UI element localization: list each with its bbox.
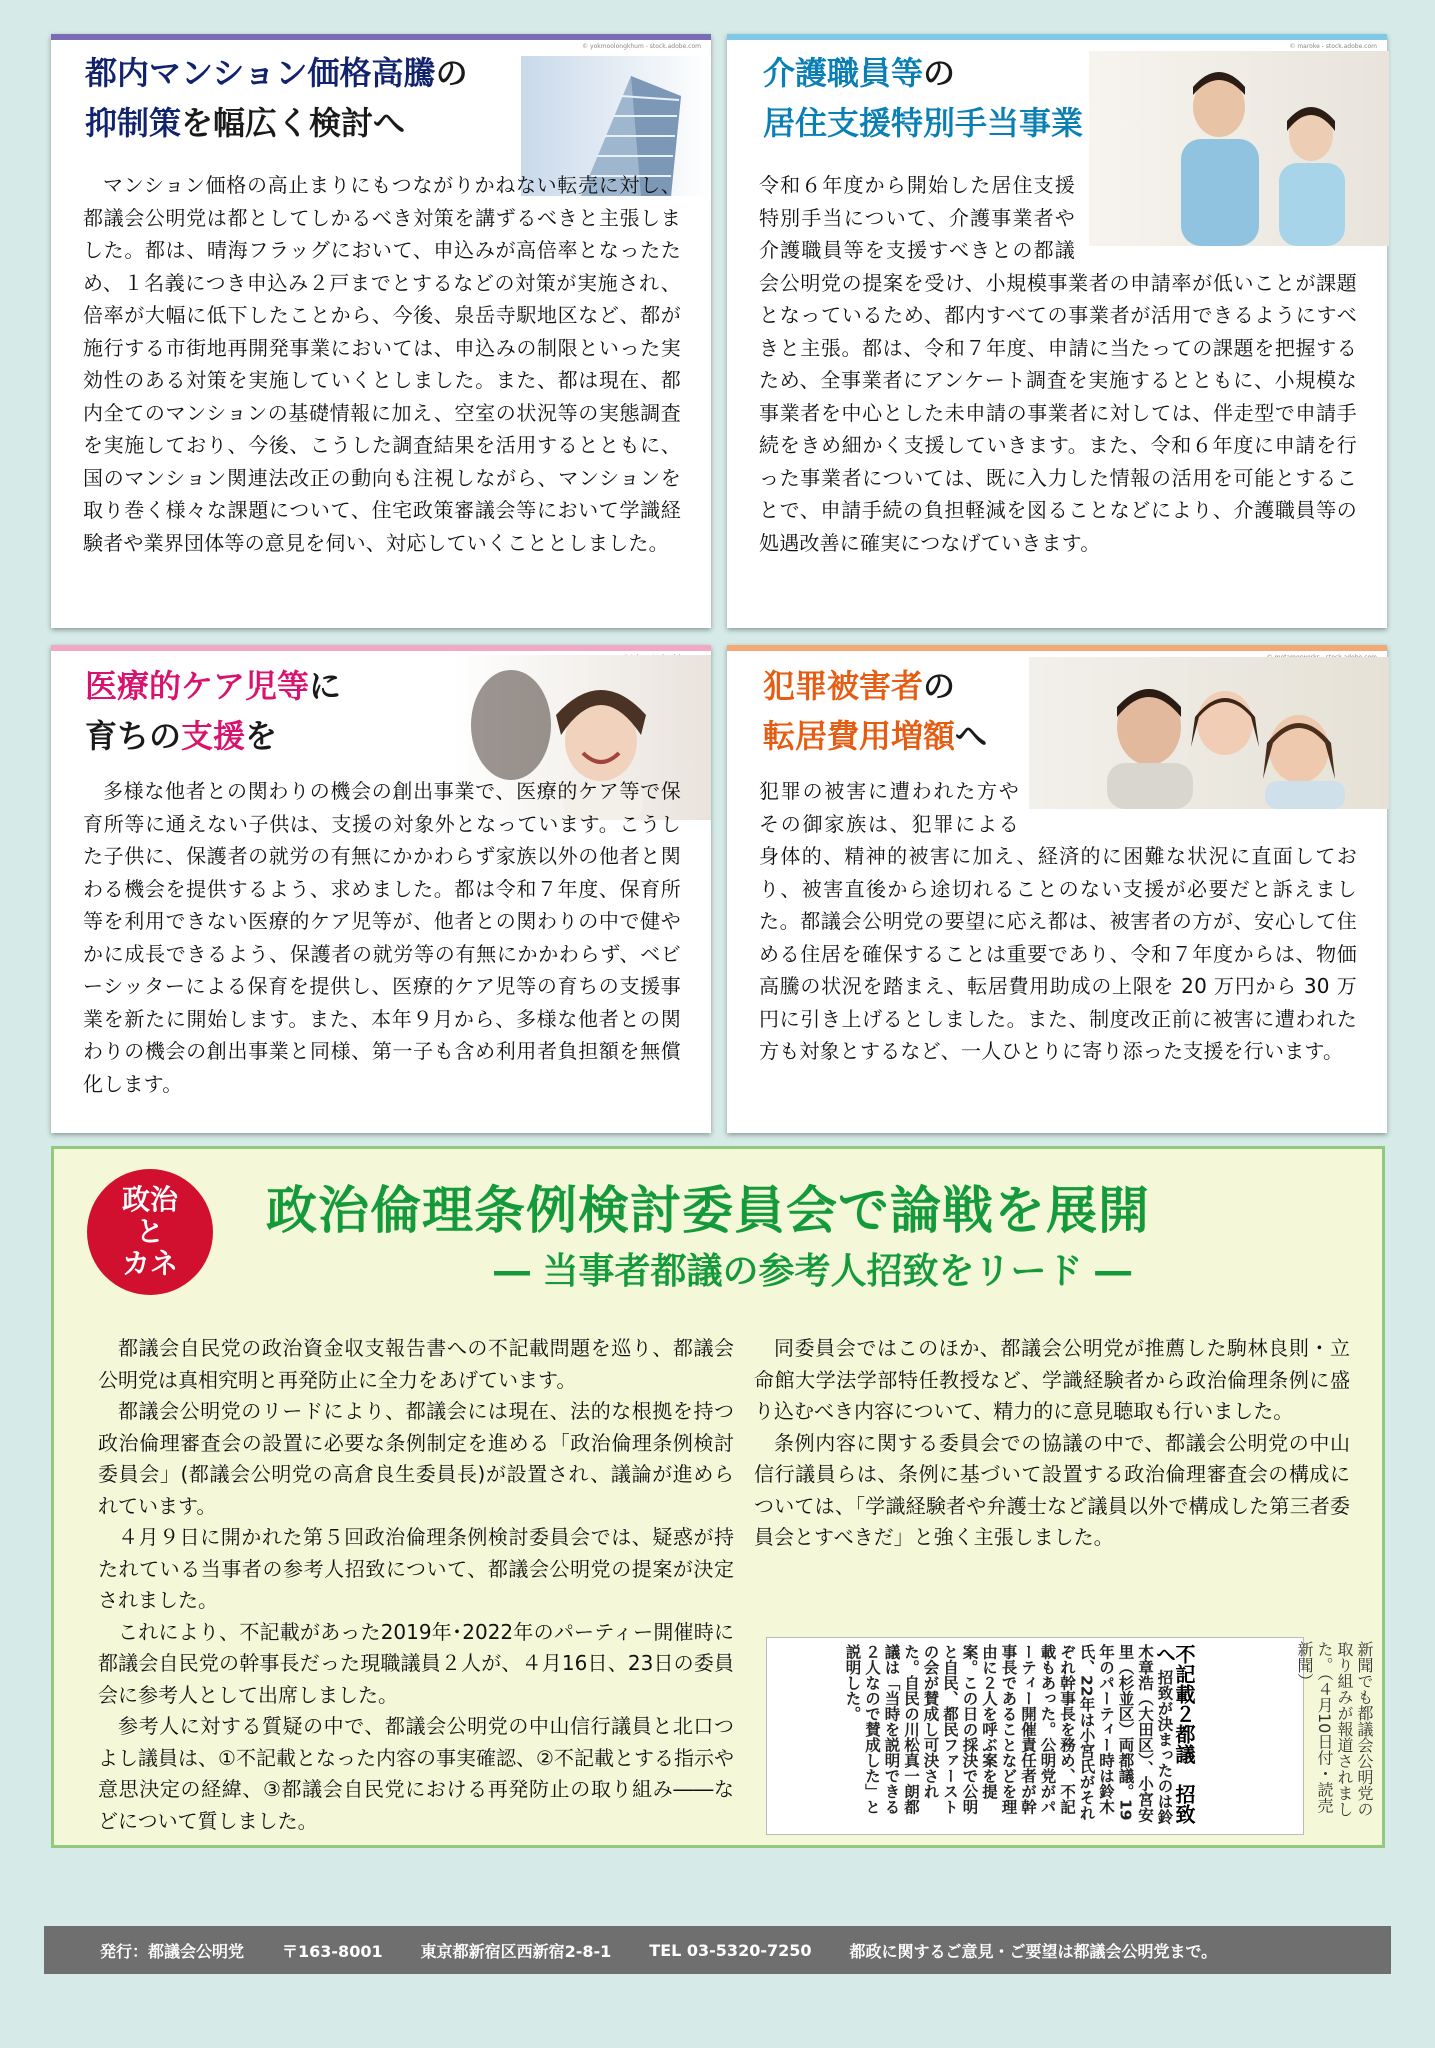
paragraph: 参考人に対する質疑の中で、都議会公明党の中山信行議員と北口つよし議員は、①不記載となった内容の事実確認、②不記載とする指示や意思決定の経緯、③都議会自民党における再発防止の取り組み――などについて質しました。: [98, 1714, 734, 1833]
newspaper-clipping: [766, 1637, 1304, 1835]
card-mansion: [51, 34, 711, 628]
politics-section: [51, 1146, 1385, 1848]
footer-tel: TEL 03-5320-7250: [649, 1940, 812, 1960]
card-body: マンション価格の高止まりにもつながりかねない転売に対し、都議会公明党は都としてしかるべき対策を講ずるべきと主張しました。都は、晴海フラッグにおいて、申込みが高倍率となったため、１名義につき申込み２戸までとするなどの対策が実施され、倍率が大幅に低下したことから、今後、泉岳寺駅地区など、都が施行する市街地再開発事業においては、申込みの制限といった実効性のある対策を実施していくとしました。また、都は現在、都内全てのマンションの基礎情報に加え、空室の状況等の実態調査を実施しており、今後、こうした調査結果を活用するとともに、国のマンション関連法改正の動向も注視しながら、マンションを取り巻く様々な課題について、住宅政策審議会等において学識経験者や業界団体等の意見を伺い、対応していくこととしました。: [83, 173, 681, 555]
card-topbar: [727, 645, 1387, 651]
card-body: 令和６年度から開始した居住支援特別手当について、介護事業者や介護職員等を支援すべきとの都議会公明党の提案を受け、小規模事業者の申請率が低いことが課題となっているため、都内すべての事業者が活用できるようにすべきと主張。都は、令和７年度、申請に当たっての課題を把握するため、全事業者にアンケート調査を実施するとともに、小規模な事業者を中心とした未申請の事業者に対しては、伴走型で申請手続をきめ細かく支援していきます。また、令和６年度に申請を行った事業者については、既に入力した情報の活用を可能とすることで、申請手続の負担軽減を図ることなどにより、介護職員等の処遇改善に確実につなげていきます。: [759, 169, 1357, 559]
card-topbar: [51, 34, 711, 40]
caregivers-photo: [1089, 51, 1389, 246]
paragraph: 都議会公明党のリードにより、都議会には現在、法的な根拠を持つ政治倫理審査会の設置に必要な条例制定を進める「政治倫理条例検討委員会」(都議会公明党の高倉良生委員長)が設置され、議論が進められています。: [98, 1399, 734, 1518]
card-topbar: [51, 645, 711, 651]
politics-subtitle: ― 当事者都議の参考人招致をリード ―: [494, 1251, 1132, 1292]
card-care-workers: [727, 34, 1387, 628]
paragraph: ４月９日に開かれた第５回政治倫理条例検討委員会では、疑惑が持たれている当事者の参考人招致について、都議会公明党の提案が決定されました。: [98, 1525, 734, 1612]
politics-badge: 政治 と カネ: [87, 1169, 213, 1295]
photo-credit: © yokmoolongkhum - stock.adobe.com: [582, 43, 701, 50]
family-photo: [1029, 657, 1389, 809]
card-body: 多様な他者との関わりの機会の創出事業で、医療的ケア等で保育所等に通えない子供は、支援の対象外となっています。こうした子供に、保護者の就労の有無にかかわらず家族以外の他者と関わる機会を提供するよう、求めました。都は令和７年度、保育所等を利用できない医療的ケア児等が、他者との関わりの中で健やかに成長できるよう、保護者の就労等の有無にかかわらず、ベビーシッターによる保育を提供し、医療的ケア児等の育ちの支援事業を新たに開始します。また、本年９月から、多様な他者との関わりの機会の創出事業と同様、第一子も含め利用者負担額を無償化します。: [83, 779, 681, 1096]
card-crime-victims: [727, 645, 1387, 1133]
politics-right-column: [754, 1333, 1350, 1554]
footer-publisher: 発行：都議会公明党: [100, 1941, 245, 1961]
footer: [44, 1926, 1391, 1974]
politics-title: 政治倫理条例検討委員会で論戦を展開: [266, 1182, 1151, 1241]
clipping-body: 招致が決まったのは鈴木章浩（大田区）、小宮安里（杉並区）両都議。19年のパーティー時は鈴木氏、22年は小宮氏がそれぞれ幹事長を務め、不記載もあった。公明党がパーティー開催責任者が幹事長であることなどを理由に２人を呼ぶ案を提案。この日の採決で公明と自民、都民ファーストの会が賛成し可決された。自民の川松真一朗都議は「当時を説明できる２人なので賛成した」と説明した。: [843, 1644, 1174, 1825]
card-body: 犯罪の被害に遭われた方やその御家族は、犯罪による身体的、精神的被害に加え、経済的に困難な状況に直面しており、被害直後から途切れることのない支援が必要だと訴えました。都議会公明党の要望に応え都は、被害者の方が、安心して住める住居を確保することは重要であり、令和７年度からは、物価高騰の状況を踏まえ、転居費用助成の上限を 20 万円から 30 万円に引き上げるとしました。また、制度改正前に被害に遭われた方も対象とするなど、一人ひとりに寄り添った支援を行います。: [759, 775, 1357, 1068]
card-topbar: [727, 34, 1387, 40]
politics-left-column: [98, 1333, 734, 1837]
card-title: 犯罪被害者の 転居費用増額へ: [763, 667, 988, 755]
photo-credit: © maroke - stock.adobe.com: [1289, 43, 1377, 50]
footer-address: 東京都新宿区西新宿2-8-1: [420, 1941, 612, 1961]
card-title: 介護職員等の 居住支援特別手当事業: [763, 54, 1084, 142]
paragraph: これにより、不記載があった2019年･2022年のパーティー開催時に都議会自民党の幹事長だった現職議員２人が、４月16日、23日の委員会に参考人として出席しました。: [98, 1619, 734, 1707]
clipping-note: 新聞でも都議会公明党の取り組みが報道されました。（４月10日付・読売新聞）: [1295, 1641, 1374, 1817]
clipping-headline: 不記載２都議 招致へ: [1152, 1644, 1196, 1824]
card-title: 医療的ケア児等に 育ちの支援を: [85, 667, 342, 755]
paragraph: 都議会自民党の政治資金収支報告書への不記載問題を巡り、都議会公明党は真相究明と再発防止に全力をあげています。: [98, 1336, 734, 1392]
footer-postal: 〒163-8001: [282, 1941, 383, 1961]
footer-note: 都政に関するご意見・ご要望は都議会公明党まで。: [849, 1941, 1218, 1961]
paragraph: 同委員会ではこのほか、都議会公明党が推薦した駒林良則・立命館大学法学部特任教授など、学識経験者から政治倫理条例に盛り込むべき内容について、精力的に意見聴取も行いました。: [754, 1336, 1350, 1423]
paragraph: 条例内容に関する委員会での協議の中で、都議会公明党の中山信行議員らは、条例に基づいて設置する政治倫理審査会の構成については、「学識経験者や弁護士など議員以外で構成した第三者委員会とすべきだ」と強く主張しました。: [754, 1430, 1350, 1549]
card-medical-care-children: [51, 645, 711, 1133]
clipping-text: [773, 1644, 1196, 1828]
card-title: 都内マンション価格高騰の 抑制策を幅広く検討へ: [85, 54, 468, 142]
